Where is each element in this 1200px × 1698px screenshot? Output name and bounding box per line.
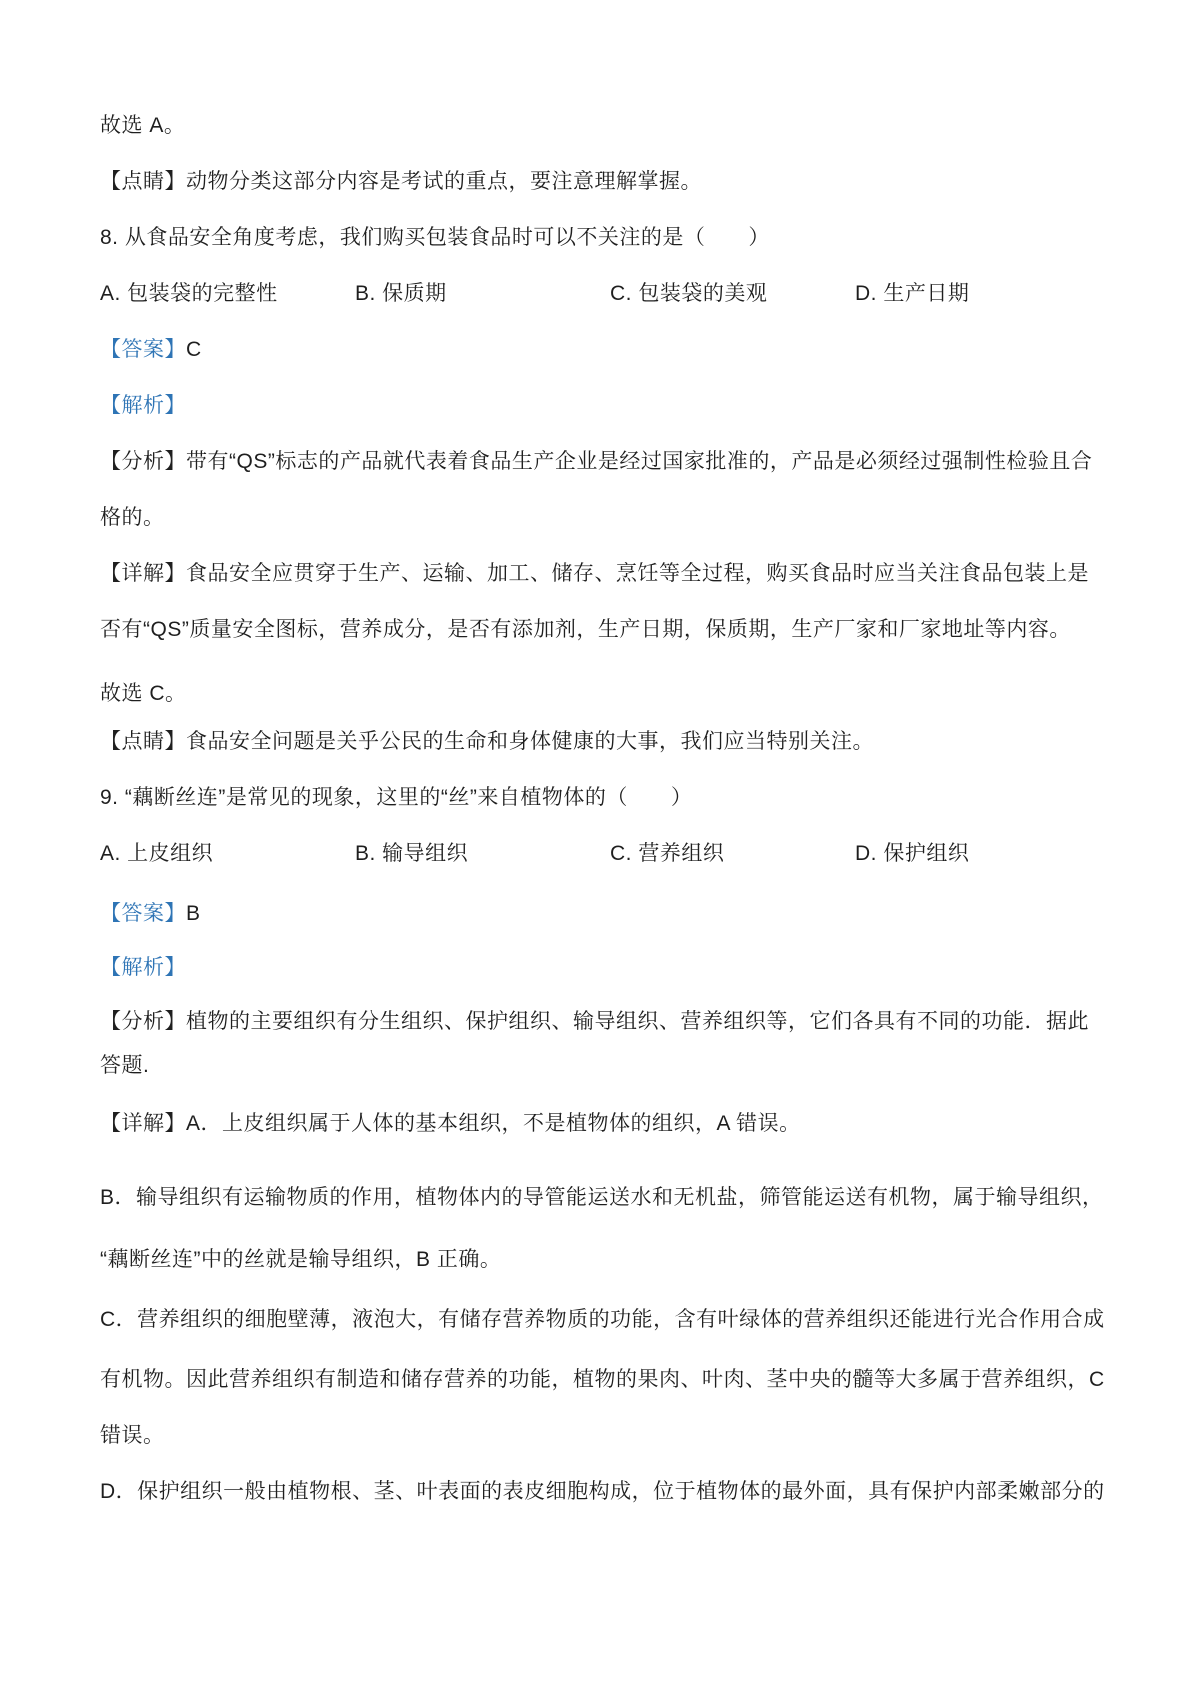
text-segment: “藕断丝连”中的丝就是输导组织，B 正确。 bbox=[100, 1248, 502, 1271]
text-segment: 错误。 bbox=[100, 1424, 165, 1447]
document-line bbox=[100, 560, 1160, 587]
document-line bbox=[100, 448, 1160, 475]
document-line bbox=[100, 1052, 1160, 1079]
option-item: C. 包装袋的美观 bbox=[610, 282, 768, 305]
document-line bbox=[100, 1246, 1160, 1273]
text-segment: 【分析】植物的主要组织有分生组织、保护组织、输导组织、营养组织等，它们各具有不同的功能．据此 bbox=[100, 1010, 1089, 1033]
option-item: D. 生产日期 bbox=[855, 282, 970, 305]
document-line bbox=[100, 1008, 1160, 1035]
option-item: A. 包装袋的完整性 bbox=[100, 282, 278, 305]
document-line bbox=[100, 1366, 1160, 1393]
text-segment: 有机物。因此营养组织有制造和储存营养的功能，植物的果肉、叶肉、茎中央的髓等大多属于营养组织，C bbox=[100, 1368, 1105, 1391]
text-segment: B bbox=[186, 902, 201, 925]
text-segment: 故选 C。 bbox=[100, 682, 187, 705]
answer-marker-label: 【答案】 bbox=[100, 902, 186, 925]
document-line bbox=[100, 616, 1160, 643]
text-segment: 9. “藕断丝连”是常见的现象，这里的“丝”来自植物体的（ ） bbox=[100, 786, 693, 809]
document-line bbox=[100, 112, 1160, 139]
text-segment: 【点睛】动物分类这部分内容是考试的重点，要注意理解掌握。 bbox=[100, 170, 702, 193]
document-line bbox=[100, 1306, 1160, 1333]
text-segment: 【详解】A．上皮组织属于人体的基本组织，不是植物体的组织，A 错误。 bbox=[100, 1112, 801, 1135]
text-segment: 否有“QS”质量安全图标，营养成分，是否有添加剂，生产日期，保质期，生产厂家和厂家地址等内容。 bbox=[100, 618, 1071, 641]
document-line bbox=[100, 1478, 1160, 1505]
text-segment: C．营养组织的细胞壁薄，液泡大，有储存营养物质的功能，含有叶绿体的营养组织还能进行光合作用合成 bbox=[100, 1308, 1105, 1331]
text-segment: D．保护组织一般由植物根、茎、叶表面的表皮细胞构成，位于植物体的最外面，具有保护内部柔嫩部分的 bbox=[100, 1480, 1105, 1503]
document-line bbox=[100, 336, 1160, 363]
text-segment: 故选 A。 bbox=[100, 114, 186, 137]
text-segment: 【分析】带有“QS”标志的产品就代表着食品生产企业是经过国家批准的，产品是必须经过强制性检验且合 bbox=[100, 450, 1093, 473]
document-line bbox=[100, 680, 1160, 707]
answer-marker-label: 【解析】 bbox=[100, 394, 186, 417]
text-segment: 【详解】食品安全应贯穿于生产、运输、加工、储存、烹饪等全过程，购买食品时应当关注食品包装上是 bbox=[100, 562, 1089, 585]
option-item: C. 营养组织 bbox=[610, 842, 725, 865]
document-line bbox=[100, 392, 1160, 419]
answer-marker-label: 【解析】 bbox=[100, 956, 186, 979]
document-line bbox=[100, 168, 1160, 195]
option-item: D. 保护组织 bbox=[855, 842, 970, 865]
option-item: B. 保质期 bbox=[355, 282, 447, 305]
text-segment: 【点睛】食品安全问题是关乎公民的生命和身体健康的大事，我们应当特别关注。 bbox=[100, 730, 874, 753]
text-segment: C bbox=[186, 338, 202, 361]
document-line bbox=[100, 728, 1160, 755]
text-segment: 8. 从食品安全角度考虑，我们购买包装食品时可以不关注的是（ ） bbox=[100, 226, 770, 249]
text-segment: 格的。 bbox=[100, 506, 165, 529]
answer-marker-label: 【答案】 bbox=[100, 338, 186, 361]
document-line bbox=[100, 1184, 1160, 1211]
document-line bbox=[100, 900, 1160, 927]
text-segment: B．输导组织有运输物质的作用，植物体内的导管能运送水和无机盐，筛管能运送有机物，属于输导组织， bbox=[100, 1186, 1104, 1209]
document-line bbox=[100, 504, 1160, 531]
document-line bbox=[100, 954, 1160, 981]
text-segment: 答题. bbox=[100, 1054, 150, 1077]
document-line bbox=[100, 1422, 1160, 1449]
document-line bbox=[100, 224, 1160, 251]
option-item: B. 输导组织 bbox=[355, 842, 469, 865]
option-item: A. 上皮组织 bbox=[100, 842, 214, 865]
document-line bbox=[100, 1110, 1160, 1137]
document-line bbox=[100, 784, 1160, 811]
